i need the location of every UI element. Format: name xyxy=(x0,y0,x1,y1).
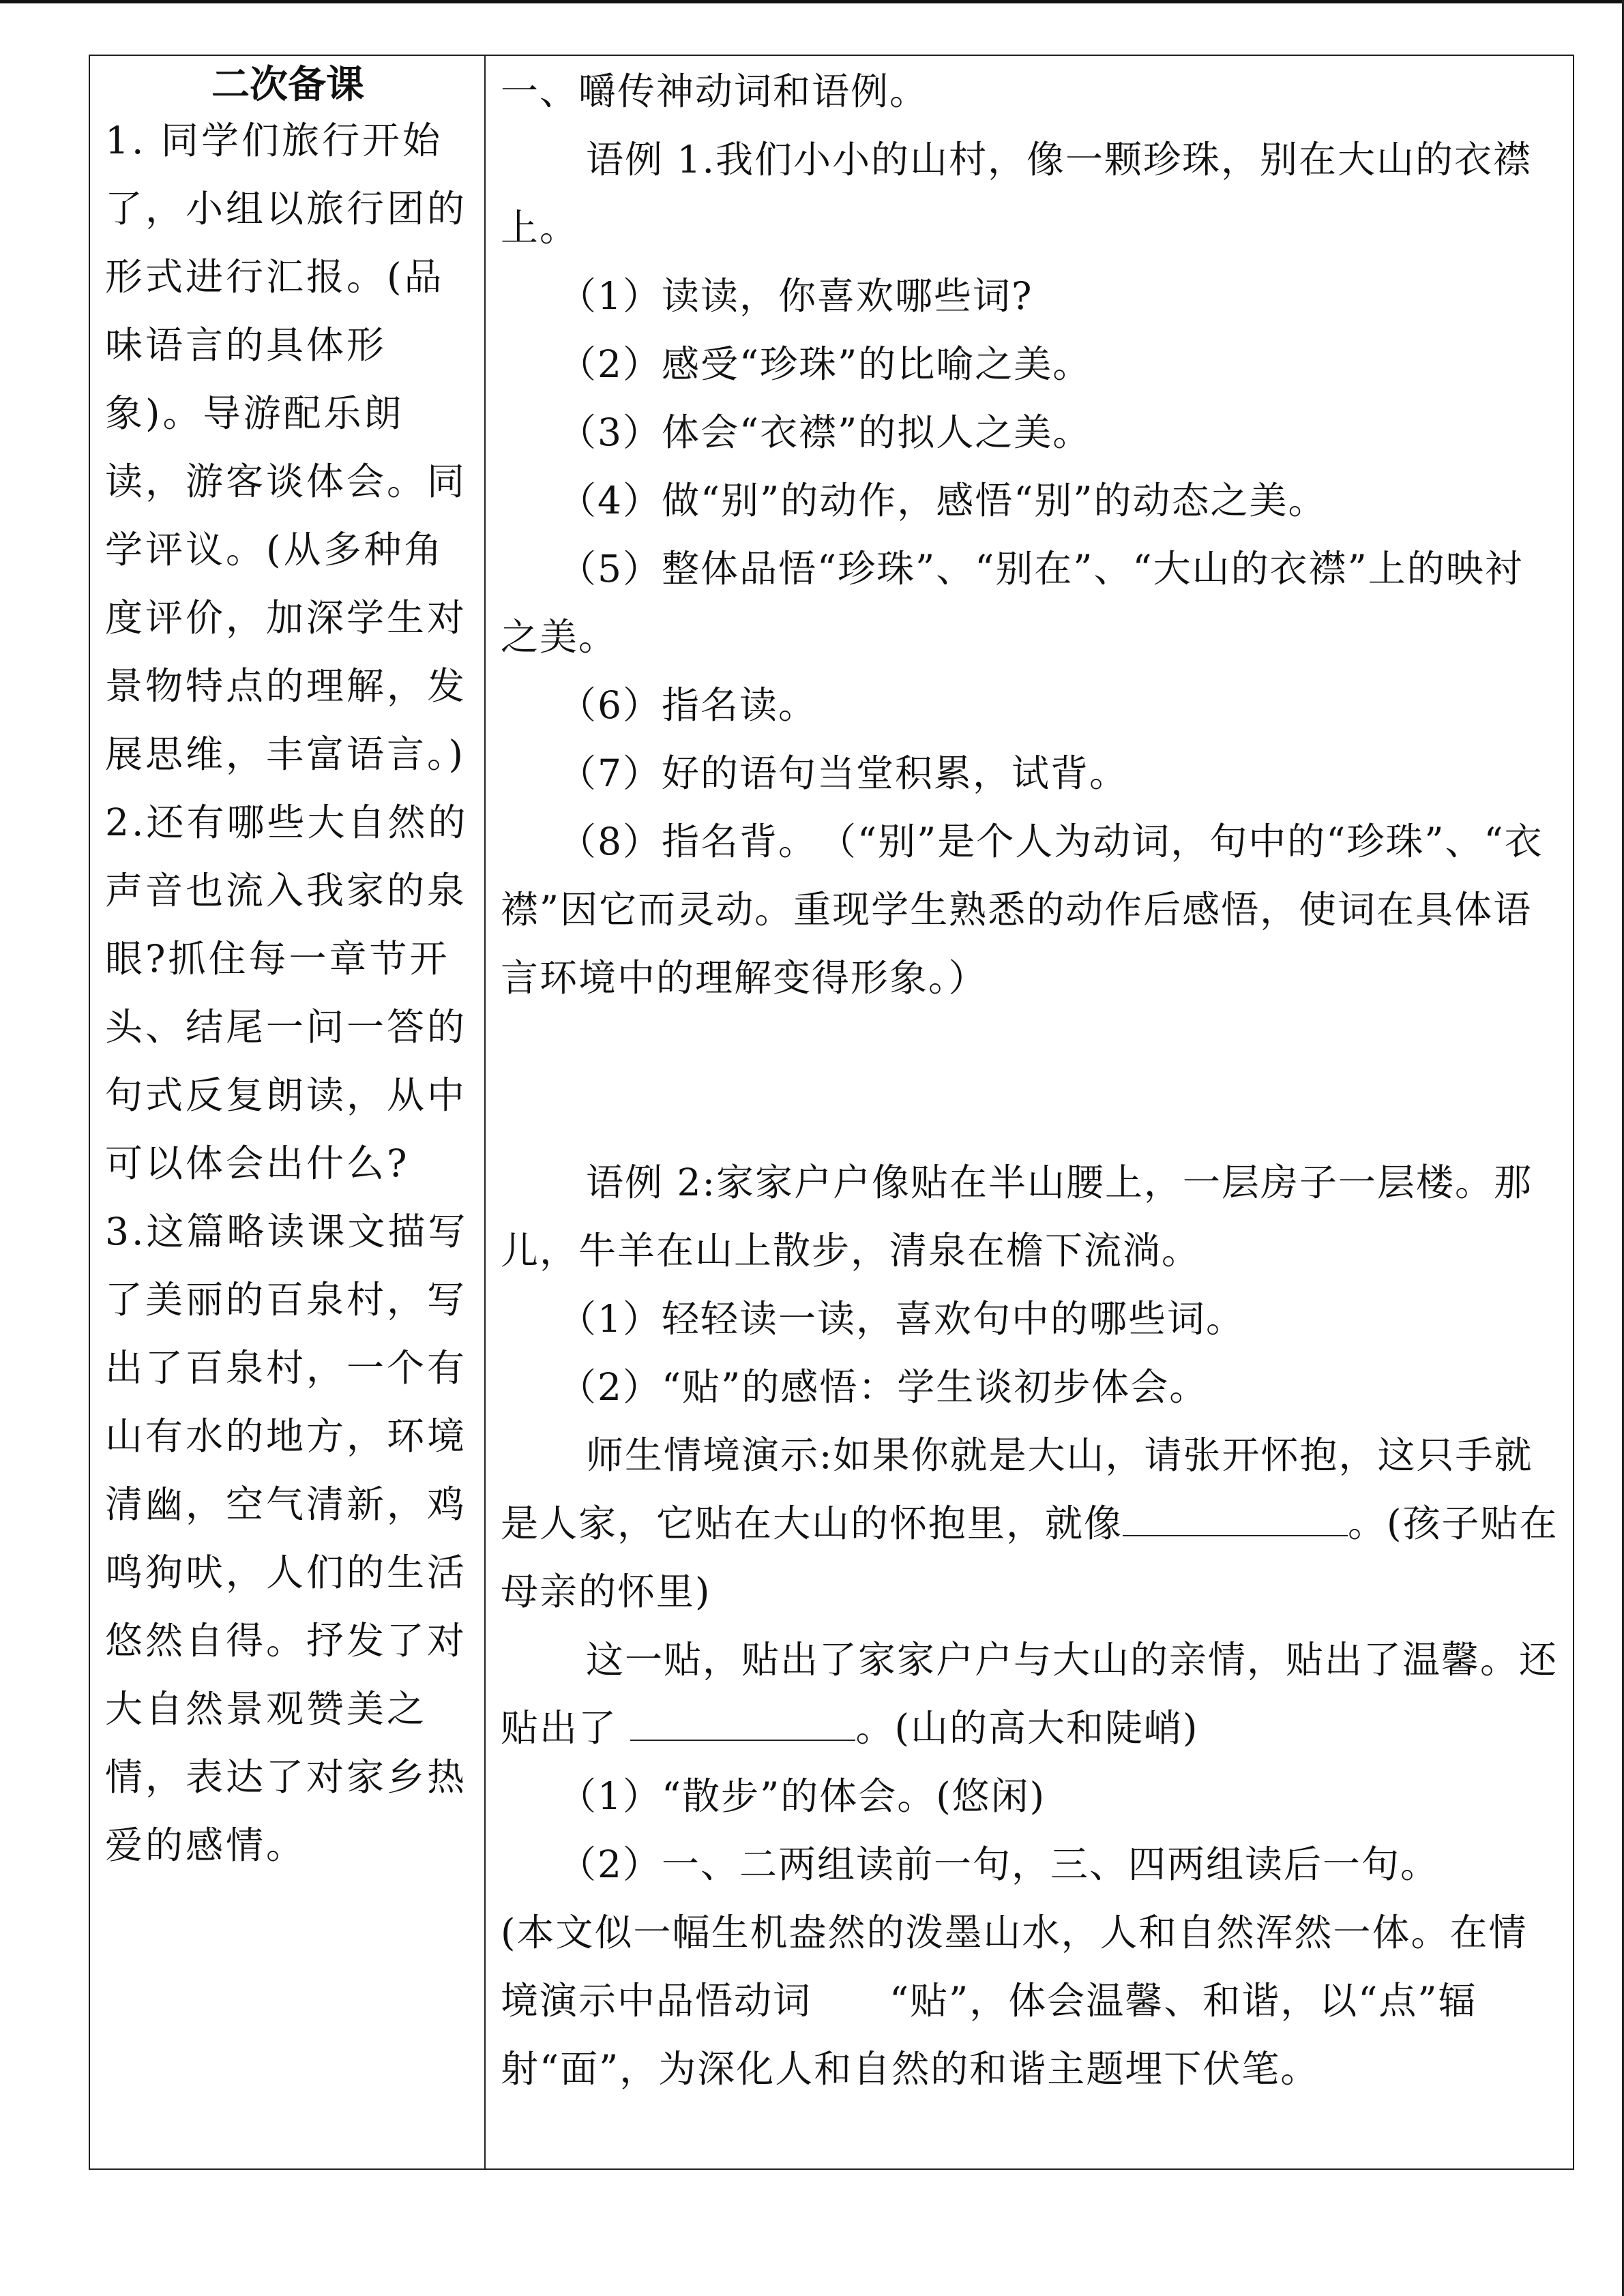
section-title: 一、嚼传神动词和语例。 xyxy=(501,70,929,113)
example-1-item-7: （7）好的语句当堂积累，试背。 xyxy=(559,751,1128,795)
tie-answer: 。(山的高大和陡峭) xyxy=(855,1706,1199,1750)
left-paragraph-2: 2.还有哪些大自然的声音也流入我家的泉眼?抓住每一章节开头、结尾一问一答的句式反复朗读，从中可以体会出什么? xyxy=(105,801,469,1185)
example-1-item-4: （4）做“别”的动作，感悟“别”的动态之美。 xyxy=(559,479,1327,522)
left-paragraph-3: 3.这篇略读课文描写了美丽的百泉村，写出了百泉村，一个有山有水的地方，环境清幽，空气清新，鸡鸣狗吠，人们的生活悠然自得。抒发了对大自然景观赞美之情，表达了对家乡热爱的感情。 xyxy=(105,1210,469,1867)
top-border xyxy=(0,0,1624,3)
demo-text: 师生情境演示:如果你就是大山，请张开怀抱，这只手就是人家，它贴在大山的怀抱里，就像 xyxy=(501,1433,1533,1545)
example-3-item-1: （1）“散步”的体会。(悠闲) xyxy=(559,1774,1046,1818)
left-notes xyxy=(105,106,471,1879)
example-2-item-2: （2）“贴”的感悟：学生谈初步体会。 xyxy=(559,1365,1209,1409)
example-1-item-1: （1）读读，你喜欢哪些词? xyxy=(559,274,1033,318)
example-2-item-1: （1）轻轻读一读，喜欢句中的哪些词。 xyxy=(559,1297,1245,1341)
example-3-item-2: （2）一、二两组读前一句，三、四两组读后一句。 xyxy=(559,1843,1439,1886)
fill-blank-1 xyxy=(1123,1502,1348,1537)
example-1: 语例 1.我们小小的山村，像一颗珍珠，别在大山的衣襟上。 xyxy=(501,138,1532,250)
example-1-item-8: （8）指名背。 （“别”是个人为动词，句中的“珍珠”、“衣襟”因它而灵动。重现学生熟悉的动作后感悟，使词在具体语言环境中的理解变得形象。） xyxy=(501,820,1544,1000)
demo-paragraph xyxy=(501,1421,1561,1626)
left-paragraph-1: 1. 同学们旅行开始了，小组以旅行团的形式进行汇报。(品味语言的具体形象)。导游配乐朗读，游客谈体会。同学评议。(从多种角度评价，加深学生对景物特点的理解，发展思维，丰富语言。) xyxy=(105,119,468,776)
right-content xyxy=(501,57,1561,2103)
summary-note: (本文似一幅生机盎然的泼墨山水，人和自然浑然一体。在情境演示中品悟动词 “贴”，体会温馨、和谐，以“点”辐射“面”，为深化人和自然的和谐主题埋下伏笔。 xyxy=(501,1911,1528,2091)
example-1-item-6: （6）指名读。 xyxy=(559,683,817,727)
left-heading: 二次备课 xyxy=(211,63,364,107)
tie-text: 这一贴，贴出了家家户户与大山的亲情，贴出了温馨。还贴出了 xyxy=(501,1638,1559,1750)
spacer xyxy=(501,1012,1561,1148)
example-1-item-2: （2）感受“珍珠”的比喻之美。 xyxy=(559,342,1092,386)
example-2: 语例 2:家家户户像贴在半山腰上，一层房子一层楼。那儿，牛羊在山上散步，清泉在檐下流淌。 xyxy=(501,1161,1533,1272)
demo-answer: 。(孩子贴在母亲的怀里) xyxy=(501,1502,1559,1613)
fill-blank-2 xyxy=(630,1706,855,1742)
tie-paragraph xyxy=(501,1626,1561,1762)
right-column xyxy=(486,56,1573,2168)
example-1-item-5: （5）整体品悟“珍珠”、“别在”、“大山的衣襟”上的映衬之美。 xyxy=(501,547,1524,659)
left-column xyxy=(90,56,484,2168)
lesson-table xyxy=(89,55,1574,2170)
example-1-item-3: （3）体会“衣襟”的拟人之美。 xyxy=(559,411,1092,454)
